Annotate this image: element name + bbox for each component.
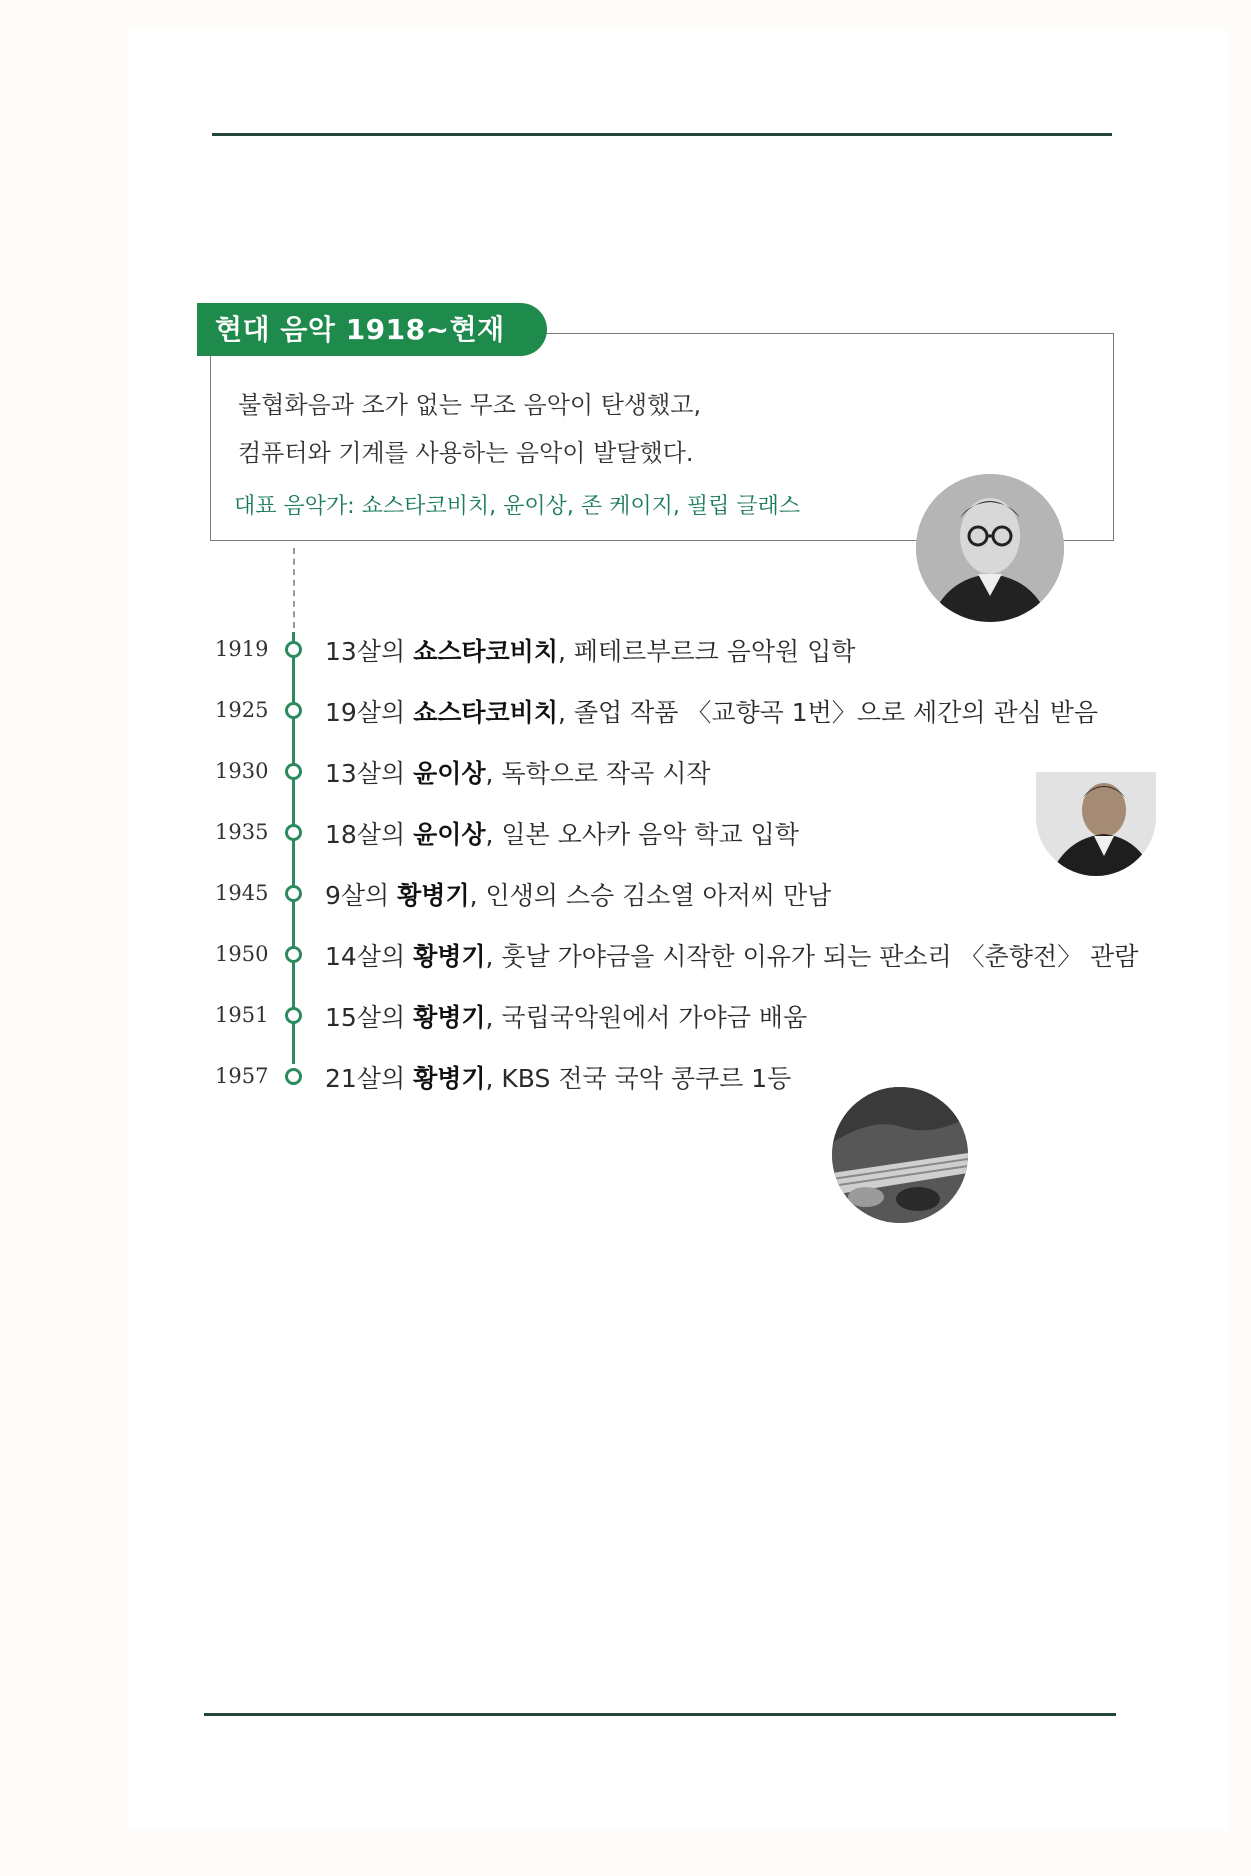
timeline-person: 황병기 xyxy=(413,942,486,971)
timeline-event: , 일본 오사카 음악 학교 입학 xyxy=(485,820,799,849)
shostakovich-portrait-image xyxy=(916,474,1064,622)
timeline-person: 쇼스타코비치 xyxy=(413,637,558,666)
timeline-dot xyxy=(285,946,302,963)
timeline-row xyxy=(0,690,1251,730)
timeline-row xyxy=(0,873,1251,913)
gayageum-image xyxy=(832,1087,968,1223)
timeline-text xyxy=(325,1059,791,1095)
timeline-year: 1930 xyxy=(215,759,269,783)
timeline-year: 1957 xyxy=(215,1064,269,1088)
timeline-row xyxy=(0,995,1251,1035)
shostakovich-portrait xyxy=(916,474,1064,622)
era-representatives: 대표 음악가: 쇼스타코비치, 윤이상, 존 케이지, 필립 글래스 xyxy=(234,494,801,519)
timeline-age: 15살의 xyxy=(325,1003,414,1032)
timeline-text xyxy=(325,876,831,912)
timeline-dashed-connector xyxy=(293,548,295,628)
timeline-person: 황병기 xyxy=(397,881,470,910)
timeline-dot xyxy=(285,763,302,780)
timeline-row xyxy=(0,1056,1251,1096)
timeline-event: , 국립국악원에서 가야금 배움 xyxy=(485,1003,808,1032)
timeline-text xyxy=(325,937,1138,973)
timeline-person: 황병기 xyxy=(413,1064,486,1093)
timeline-dot xyxy=(285,1007,302,1024)
timeline-text xyxy=(325,754,711,790)
timeline-event: , KBS 전국 국악 콩쿠르 1등 xyxy=(485,1064,792,1093)
timeline-text xyxy=(325,815,799,851)
timeline-person: 쇼스타코비치 xyxy=(413,698,558,727)
timeline-dot xyxy=(285,702,302,719)
timeline-age: 21살의 xyxy=(325,1064,414,1093)
timeline-person: 윤이상 xyxy=(413,759,486,788)
timeline-row xyxy=(0,629,1251,669)
timeline-year: 1919 xyxy=(215,637,269,661)
timeline-row xyxy=(0,934,1251,974)
timeline-age: 14살의 xyxy=(325,942,414,971)
era-title: 현대 음악 1918~현재 xyxy=(197,303,547,356)
timeline-event: , 독학으로 작곡 시작 xyxy=(485,759,711,788)
timeline-age: 19살의 xyxy=(325,698,414,727)
timeline-year: 1925 xyxy=(215,698,269,722)
timeline-year: 1935 xyxy=(215,820,269,844)
timeline-year: 1950 xyxy=(215,942,269,966)
timeline-text xyxy=(325,693,1098,729)
timeline-event: , 페테르부르크 음악원 입학 xyxy=(557,637,856,666)
era-description-line-2: 컴퓨터와 기계를 사용하는 음악이 발달했다. xyxy=(238,439,694,467)
timeline-age: 13살의 xyxy=(325,759,414,788)
timeline-age: 9살의 xyxy=(325,881,398,910)
bottom-rule xyxy=(204,1713,1116,1716)
era-description-line-1: 불협화음과 조가 없는 무조 음악이 탄생했고, xyxy=(238,391,702,419)
timeline-event: , 졸업 작품 〈교향곡 1번〉으로 세간의 관심 받음 xyxy=(557,698,1099,727)
timeline-text xyxy=(325,632,855,668)
timeline-year: 1951 xyxy=(215,1003,269,1027)
timeline-age: 13살의 xyxy=(325,637,414,666)
timeline-event: , 인생의 스승 김소열 아저씨 만남 xyxy=(469,881,832,910)
timeline-person: 황병기 xyxy=(413,1003,486,1032)
timeline-dot xyxy=(285,824,302,841)
timeline-age: 18살의 xyxy=(325,820,414,849)
timeline-dot xyxy=(285,885,302,902)
hwang-byungki-gayageum-image xyxy=(832,1087,968,1223)
timeline-row xyxy=(0,812,1251,852)
timeline-text xyxy=(325,998,807,1034)
timeline-dot xyxy=(285,1068,302,1085)
timeline-event: , 훗날 가야금을 시작한 이유가 되는 판소리 〈춘향전〉 관람 xyxy=(485,942,1139,971)
timeline-year: 1945 xyxy=(215,881,269,905)
timeline-person: 윤이상 xyxy=(413,820,486,849)
top-rule xyxy=(212,133,1112,136)
timeline-dot xyxy=(285,641,302,658)
timeline-row xyxy=(0,751,1251,791)
